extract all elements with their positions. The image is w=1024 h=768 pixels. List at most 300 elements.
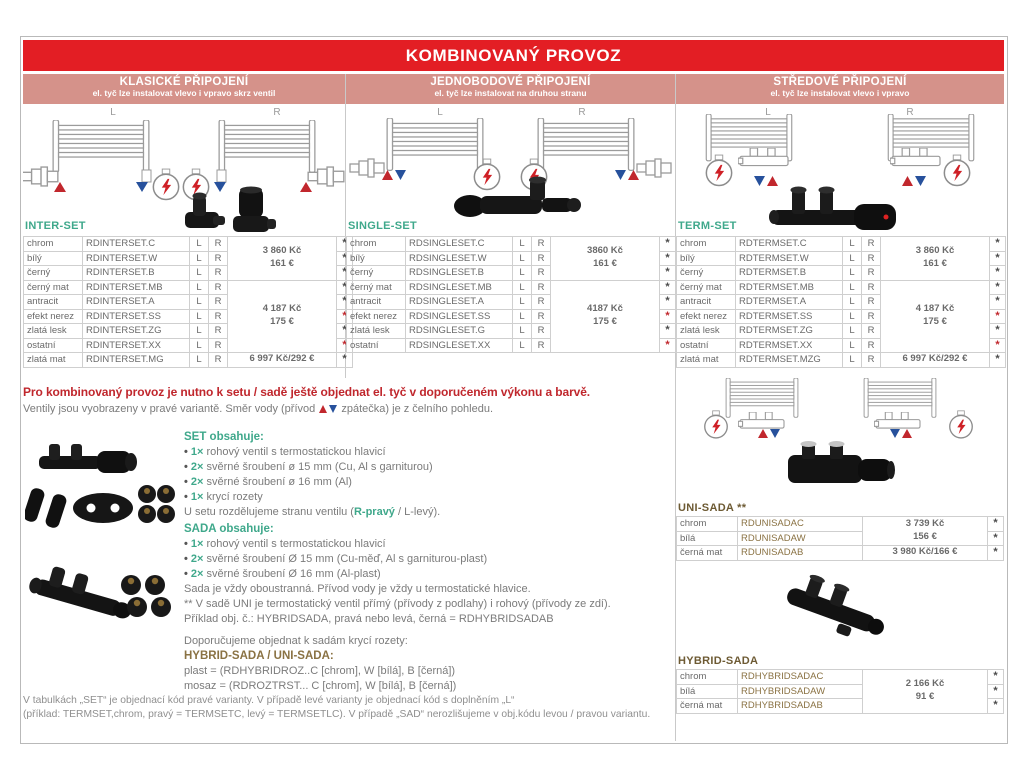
rozety-intro: Doporučujeme objednat k sadám krycí rozety: — [184, 635, 408, 647]
radiator-schematic — [888, 114, 973, 161]
sada-heading: SADA obsahuje: — [184, 523, 274, 535]
right-variant-cell: R — [862, 353, 881, 368]
color-name-cell: bílá — [677, 684, 738, 699]
color-name-cell: bílý — [24, 251, 83, 266]
hybrid-sada-label: HYBRID-SADA — [678, 655, 759, 667]
footnote — [23, 694, 650, 721]
list-item — [184, 445, 664, 460]
list-item — [184, 475, 664, 490]
color-name-cell: černá mat — [677, 546, 738, 561]
product-photo-single-set — [452, 172, 584, 226]
set-heading: SET obsahuje: — [184, 431, 264, 443]
order-code-cell: RDUNISADAW — [738, 531, 863, 546]
table-row — [677, 237, 1006, 252]
right-variant-cell: R — [532, 251, 551, 266]
right-variant-cell: R — [862, 251, 881, 266]
left-variant-cell: L — [843, 251, 862, 266]
product-photo-sada-kit — [25, 545, 177, 637]
column-title: KLASICKÉ PŘIPOJENÍ — [119, 76, 249, 88]
availability-cell — [990, 237, 1006, 252]
availability-cell — [990, 353, 1006, 368]
color-name-cell: černý — [677, 266, 736, 281]
sada-note-line: Příklad obj. č.: HYBRIDSADA, pravá nebo levá, černá = RDHYBRIDSADAB — [184, 613, 554, 625]
electric-rod-icon — [944, 155, 969, 185]
radiator-schematic — [387, 118, 483, 170]
diagram-label-right: R — [906, 107, 914, 118]
sada-contents-block — [184, 522, 674, 694]
radiator-schematic — [864, 378, 936, 417]
order-code-cell: RDSINGLESET.A — [406, 295, 513, 310]
order-code-cell: RDTERMSET.A — [736, 295, 843, 310]
left-variant-cell: L — [513, 309, 532, 324]
star-icon: * — [995, 251, 1000, 264]
availability-cell — [990, 251, 1006, 266]
availability-cell — [990, 295, 1006, 310]
star-icon: * — [993, 531, 998, 544]
color-name-cell: bílý — [677, 251, 736, 266]
flow-in-triangle-icon — [758, 429, 768, 438]
left-variant-cell: L — [843, 324, 862, 339]
order-code-cell: RDINTERSET.A — [83, 295, 190, 310]
right-variant-cell: R — [862, 266, 881, 281]
order-code-cell: RDTERMSET.W — [736, 251, 843, 266]
flow-out-triangle-icon — [615, 170, 626, 180]
order-code-cell: RDINTERSET.SS — [83, 309, 190, 324]
order-code-cell: RDTERMSET.ZG — [736, 324, 843, 339]
star-icon: * — [342, 324, 347, 337]
price-cell: 3 860 Kč 161 € — [228, 237, 337, 281]
availability-cell — [988, 517, 1004, 532]
sada-note-line: Sada je vždy oboustranná. Přívod vody je vždy u termostatické hlavice. — [184, 583, 531, 595]
color-name-cell: zlatá lesk — [347, 324, 406, 339]
right-variant-cell: R — [209, 266, 228, 281]
order-code-cell: RDTERMSET.XX — [736, 338, 843, 353]
color-name-cell: černý mat — [24, 280, 83, 295]
star-icon: * — [342, 309, 347, 322]
left-variant-cell: L — [843, 237, 862, 252]
order-code-cell: RDINTERSET.W — [83, 251, 190, 266]
center-valve-schematic — [890, 148, 940, 166]
star-icon: * — [995, 237, 1000, 250]
flow-out-triangle-icon — [890, 429, 900, 438]
color-name-cell: černý — [24, 266, 83, 281]
flow-out-triangle-icon — [754, 176, 765, 186]
order-code-cell: RDINTERSET.XX — [83, 338, 190, 353]
availability-cell — [990, 266, 1006, 281]
product-photo-inter-set — [183, 186, 278, 236]
availability-cell — [988, 684, 1004, 699]
order-code-cell: RDSINGLESET.SS — [406, 309, 513, 324]
right-variant-cell: R — [209, 338, 228, 353]
star-icon: * — [993, 670, 998, 683]
flow-note-post: zpátečka) je z čelního pohledu. — [341, 403, 494, 415]
price-cell: 6 997 Kč/292 € — [228, 353, 337, 368]
product-photo-term-set — [768, 180, 906, 236]
left-variant-cell: L — [843, 353, 862, 368]
availability-cell — [988, 546, 1004, 561]
order-code-cell: RDTERMSET.MB — [736, 280, 843, 295]
color-name-cell: černý mat — [347, 280, 406, 295]
center-valve-schematic — [874, 412, 920, 428]
right-variant-cell: R — [862, 237, 881, 252]
table-row — [24, 280, 353, 295]
rozety-plast-line: plast = (RDHYBRIDROZ..C [chrom], W [bílá], B [černá]) — [184, 665, 456, 677]
item-qty: 2× — [190, 476, 204, 488]
left-variant-cell: L — [843, 338, 862, 353]
price-cell: 4 187 Kč 175 € — [228, 280, 337, 353]
sada-note-line: ** V sadě UNI je termostatický ventil přímý (přívody z podlahy) i rohový (přívody ze zdí). — [184, 598, 611, 610]
radiator-schematic — [726, 378, 798, 417]
order-code-cell: RDHYBRIDSADAB — [738, 699, 863, 714]
right-variant-cell: R — [209, 280, 228, 295]
price-table — [676, 669, 1004, 714]
order-code-cell: RDINTERSET.C — [83, 237, 190, 252]
item-qty: 1× — [190, 491, 204, 503]
color-name-cell: antracit — [677, 295, 736, 310]
order-code-cell: RDSINGLESET.XX — [406, 338, 513, 353]
availability-cell — [660, 251, 676, 266]
color-name-cell: antracit — [24, 295, 83, 310]
list-item — [184, 490, 664, 505]
left-variant-cell: L — [843, 266, 862, 281]
color-name-cell: zlatá mat — [677, 353, 736, 368]
center-valve-schematic — [738, 148, 788, 166]
order-code-cell: RDUNISADAB — [738, 546, 863, 561]
availability-cell — [660, 309, 676, 324]
star-icon: * — [995, 338, 1000, 351]
right-variant-cell: R — [209, 295, 228, 310]
table-row — [347, 280, 676, 295]
star-icon: * — [342, 280, 347, 293]
star-icon: * — [342, 237, 347, 250]
right-variant-cell: R — [862, 324, 881, 339]
flow-note-pre: Ventily jsou vyobrazeny v pravé variantě. Směr vody (přívod — [23, 403, 316, 415]
electric-rod-icon — [153, 169, 178, 199]
left-variant-cell: L — [843, 295, 862, 310]
item-text: svěrné šroubení Ø 15 mm (Cu-měď, Al s garniturou-plast) — [206, 553, 488, 565]
star-icon: * — [665, 338, 670, 351]
product-photo-hybrid-sada — [778, 574, 906, 652]
availability-cell — [660, 280, 676, 295]
left-variant-cell: L — [190, 353, 209, 368]
table-row — [347, 237, 676, 252]
star-icon: * — [665, 324, 670, 337]
diagram-label-left: L — [110, 107, 116, 118]
availability-cell — [990, 309, 1006, 324]
list-item — [184, 537, 674, 552]
inter-set-label: INTER-SET — [25, 220, 86, 232]
star-icon: * — [342, 353, 347, 366]
color-name-cell: černý mat — [677, 280, 736, 295]
color-name-cell: antracit — [347, 295, 406, 310]
term-set-label: TERM-SET — [678, 220, 737, 232]
color-name-cell: zlatá lesk — [24, 324, 83, 339]
order-code-cell: RDSINGLESET.C — [406, 237, 513, 252]
right-variant-label: R-pravý — [353, 506, 395, 518]
table-row — [677, 670, 1004, 685]
footnote-line1: V tabulkách „SET“ je objednací kód pravé varianty. V případě levé varianty je objednací kód s doplněním „L“ — [23, 695, 515, 706]
left-variant-cell: L — [513, 280, 532, 295]
item-text: svěrné šroubení Ø 16 mm (Al-plast) — [206, 568, 381, 580]
color-name-cell: efekt nerez — [347, 309, 406, 324]
diagram-label-right: R — [578, 107, 586, 118]
order-code-cell: RDSINGLESET.B — [406, 266, 513, 281]
star-icon: * — [995, 266, 1000, 279]
left-variant-cell: L — [513, 338, 532, 353]
availability-cell — [988, 670, 1004, 685]
item-text: svěrné šroubení ø 16 mm (Al) — [206, 476, 352, 488]
star-icon: * — [665, 280, 670, 293]
color-name-cell: bílý — [347, 251, 406, 266]
right-variant-cell: R — [532, 324, 551, 339]
flow-direction-note — [23, 403, 493, 415]
column-header-klasicke — [23, 74, 345, 104]
diagram-label-left: L — [437, 107, 443, 118]
right-variant-cell: R — [532, 309, 551, 324]
color-name-cell: chrom — [347, 237, 406, 252]
table-row — [677, 546, 1004, 561]
product-photo-set-kit — [25, 438, 177, 532]
color-name-cell: černá mat — [677, 699, 738, 714]
order-code-cell: RDINTERSET.B — [83, 266, 190, 281]
item-text: rohový ventil s termostatickou hlavicí — [206, 538, 386, 550]
left-variant-cell: L — [513, 324, 532, 339]
right-variant-cell: R — [209, 251, 228, 266]
right-variant-cell: R — [532, 338, 551, 353]
availability-cell — [990, 280, 1006, 295]
price-table — [676, 516, 1004, 561]
left-variant-cell: L — [190, 280, 209, 295]
list-item — [184, 552, 674, 567]
left-variant-cell: L — [513, 295, 532, 310]
order-code-cell: RDTERMSET.C — [736, 237, 843, 252]
single-set-table — [346, 236, 675, 353]
radiator-schematic — [219, 120, 315, 172]
star-icon: * — [342, 295, 347, 308]
rozety-mosaz-line: mosaz = (RDROZTRST... C [chrom], W [bílá], B [černá]) — [184, 680, 457, 692]
radiator-schematic — [53, 120, 149, 172]
color-name-cell: zlatá mat — [24, 353, 83, 368]
order-code-cell: RDTERMSET.MZG — [736, 353, 843, 368]
item-text: rohový ventil s termostatickou hlavicí — [206, 446, 386, 458]
hybrid-sada-table — [676, 669, 1004, 714]
right-variant-cell: R — [862, 309, 881, 324]
left-variant-cell: L — [190, 237, 209, 252]
price-table — [346, 236, 676, 353]
table-row — [677, 517, 1004, 532]
left-variant-cell: L — [513, 251, 532, 266]
availability-cell — [988, 531, 1004, 546]
connection-diagram-uni — [676, 378, 1004, 440]
item-qty: 1× — [190, 538, 204, 550]
order-code-cell: RDINTERSET.MB — [83, 280, 190, 295]
price-cell: 3 980 Kč/166 € — [863, 546, 988, 561]
price-cell: 3860 Kč 161 € — [551, 237, 660, 281]
availability-cell — [337, 353, 353, 368]
footnote-line2: (příklad: TERMSET,chrom, pravý = TERMSETC, levý = TERMSETLC). V případě „SAD“ nerozlišujeme v obj.kódu levou / pravou variantu. — [23, 708, 651, 720]
column-title: JEDNOBODOVÉ PŘIPOJENÍ — [430, 76, 591, 88]
flow-out-triangle-icon — [770, 429, 780, 438]
availability-cell — [990, 324, 1006, 339]
order-code-cell: RDSINGLESET.MB — [406, 280, 513, 295]
color-name-cell: ostatní — [24, 338, 83, 353]
price-cell: 2 166 Kč 91 € — [863, 670, 988, 714]
order-code-cell: RDTERMSET.SS — [736, 309, 843, 324]
left-variant-cell: L — [513, 237, 532, 252]
flow-in-triangle-icon — [319, 405, 327, 413]
uni-sada-table — [676, 516, 1004, 561]
color-name-cell: zlatá lesk — [677, 324, 736, 339]
flow-in-triangle-icon — [300, 182, 312, 192]
rozety-heading: HYBRID-SADA / UNI-SADA: — [184, 650, 334, 662]
star-icon: * — [995, 280, 1000, 293]
table-row — [677, 280, 1006, 295]
left-variant-cell: L — [190, 295, 209, 310]
color-name-cell: chrom — [24, 237, 83, 252]
star-icon: * — [665, 266, 670, 279]
right-variant-cell: R — [209, 309, 228, 324]
inter-set-table — [23, 236, 345, 368]
order-note-red: Pro kombinovaný provoz je nutno k setu / sadě ještě objednat el. tyč v doporučeném výkonu a barvě. — [23, 385, 591, 399]
order-code-cell: RDHYBRIDSADAC — [738, 670, 863, 685]
color-name-cell: černý — [347, 266, 406, 281]
column-subtitle: el. tyč lze instalovat vlevo i vpravo skrz ventil — [92, 88, 276, 98]
price-cell: 3 860 Kč 161 € — [881, 237, 990, 281]
color-name-cell: chrom — [677, 670, 738, 685]
electric-rod-icon — [950, 411, 973, 438]
right-variant-cell: R — [862, 338, 881, 353]
right-variant-cell: R — [862, 280, 881, 295]
star-icon: * — [665, 295, 670, 308]
star-icon: * — [995, 295, 1000, 308]
item-qty: 1× — [190, 446, 204, 458]
column-title: STŘEDOVÉ PŘIPOJENÍ — [773, 76, 907, 88]
star-icon: * — [995, 324, 1000, 337]
availability-cell — [660, 338, 676, 353]
right-variant-cell: R — [209, 237, 228, 252]
electric-rod-icon — [705, 411, 728, 438]
color-name-cell: chrom — [677, 517, 738, 532]
column-header-jednobodove — [346, 74, 675, 104]
color-name-cell: bílá — [677, 531, 738, 546]
star-icon: * — [665, 237, 670, 250]
item-qty: 2× — [190, 461, 204, 473]
color-name-cell: chrom — [677, 237, 736, 252]
order-code-cell: RDHYBRIDSADAW — [738, 684, 863, 699]
order-code-cell: RDINTERSET.ZG — [83, 324, 190, 339]
term-set-table — [676, 236, 1004, 368]
order-code-cell: RDUNISADAC — [738, 517, 863, 532]
uni-sada-label: UNI-SADA ** — [678, 502, 747, 514]
valve-schematic — [637, 159, 671, 177]
star-icon: * — [993, 699, 998, 712]
table-row — [24, 353, 353, 368]
single-set-label: SINGLE-SET — [348, 220, 418, 232]
color-name-cell: ostatní — [347, 338, 406, 353]
flow-in-triangle-icon — [902, 429, 912, 438]
list-item — [184, 567, 674, 582]
price-cell: 4 187 Kč 175 € — [881, 280, 990, 353]
star-icon: * — [665, 251, 670, 264]
left-variant-cell: L — [513, 266, 532, 281]
availability-cell — [660, 324, 676, 339]
list-item — [184, 460, 664, 475]
left-variant-cell: L — [843, 309, 862, 324]
table-row — [677, 353, 1006, 368]
flow-out-triangle-icon — [136, 182, 148, 192]
color-name-cell: efekt nerez — [677, 309, 736, 324]
right-variant-cell: R — [209, 324, 228, 339]
item-qty: 2× — [190, 568, 204, 580]
price-cell: 3 739 Kč 156 € — [863, 517, 988, 546]
diagram-label-right: R — [273, 107, 281, 118]
right-variant-cell: R — [532, 280, 551, 295]
right-variant-cell: R — [862, 295, 881, 310]
set-footer: U setu rozdělujeme stranu ventilu (R-pravý / L-levý). — [184, 506, 441, 518]
column-subtitle: el. tyč lze instalovat vlevo i vpravo — [770, 88, 910, 98]
star-icon: * — [995, 353, 1000, 366]
left-variant-cell: L — [190, 251, 209, 266]
star-icon: * — [665, 309, 670, 322]
right-variant-cell: R — [532, 295, 551, 310]
order-code-cell: RDSINGLESET.W — [406, 251, 513, 266]
column-header-stredove — [676, 74, 1004, 104]
left-variant-cell: L — [190, 266, 209, 281]
right-variant-cell: R — [209, 353, 228, 368]
left-variant-cell: L — [190, 324, 209, 339]
price-table — [23, 236, 353, 368]
availability-cell — [990, 338, 1006, 353]
star-icon: * — [342, 251, 347, 264]
flow-in-triangle-icon — [54, 182, 66, 192]
color-name-cell: ostatní — [677, 338, 736, 353]
product-photo-uni-sada — [786, 441, 896, 495]
star-icon: * — [342, 266, 347, 279]
diagram-label-left: L — [765, 107, 771, 118]
availability-cell — [660, 295, 676, 310]
star-icon: * — [993, 546, 998, 559]
column-subtitle: el. tyč lze instalovat na druhou stranu — [434, 88, 587, 98]
star-icon: * — [993, 684, 998, 697]
star-icon: * — [993, 517, 998, 530]
price-cell: 6 997 Kč/292 € — [881, 353, 990, 368]
star-icon: * — [342, 338, 347, 351]
availability-cell — [988, 699, 1004, 714]
flow-out-triangle-icon — [915, 176, 926, 186]
left-variant-cell: L — [843, 280, 862, 295]
order-code-cell: RDSINGLESET.G — [406, 324, 513, 339]
price-cell: 4187 Kč 175 € — [551, 280, 660, 353]
valve-schematic — [350, 159, 384, 177]
star-icon: * — [995, 309, 1000, 322]
item-text: svěrné šroubení ø 15 mm (Cu, Al s garniturou) — [206, 461, 433, 473]
availability-cell — [660, 237, 676, 252]
item-qty: 2× — [190, 553, 204, 565]
order-code-cell: RDINTERSET.MG — [83, 353, 190, 368]
right-variant-cell: R — [532, 237, 551, 252]
left-variant-cell: L — [190, 338, 209, 353]
flow-out-triangle-icon — [395, 170, 406, 180]
center-valve-schematic — [738, 412, 784, 428]
color-name-cell: efekt nerez — [24, 309, 83, 324]
page-title: KOMBINOVANÝ PROVOZ — [23, 40, 1004, 71]
left-variant-cell: L — [190, 309, 209, 324]
radiator-schematic — [706, 114, 791, 161]
flow-out-triangle-icon — [329, 405, 337, 413]
item-text: krycí rozety — [206, 491, 263, 503]
set-contents-block — [184, 430, 664, 520]
price-table — [676, 236, 1006, 368]
